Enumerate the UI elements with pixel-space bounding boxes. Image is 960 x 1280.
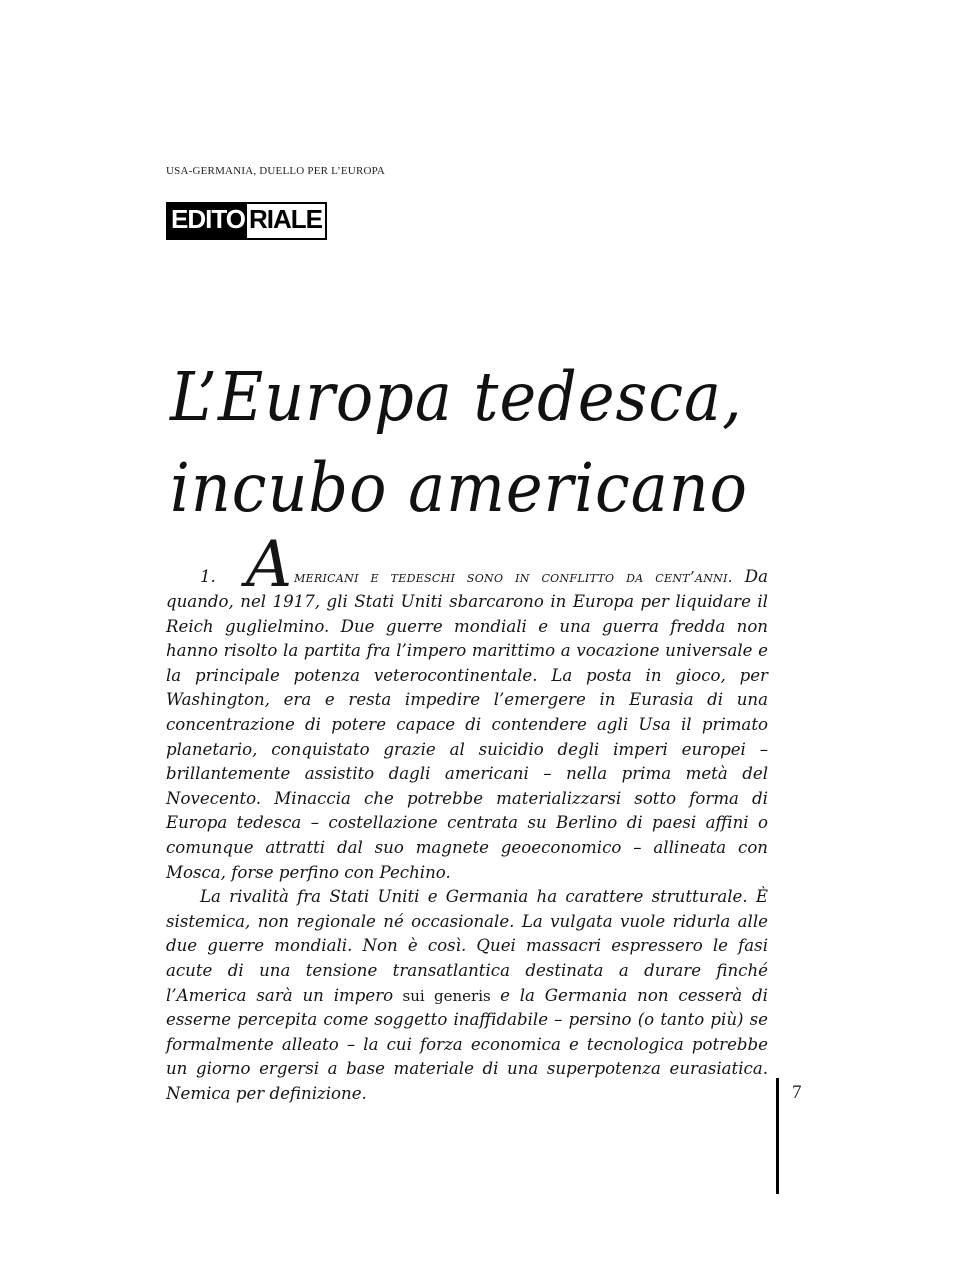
drop-cap: A bbox=[245, 528, 293, 602]
article-body bbox=[166, 528, 768, 1106]
running-header: USA-GERMANIA, DUELLO PER L’EUROPA bbox=[166, 165, 386, 177]
section-badge-light-part: RIALE bbox=[247, 204, 325, 238]
paragraph-1 bbox=[166, 528, 768, 885]
page-number-rule bbox=[776, 1078, 779, 1194]
page-number: 7 bbox=[792, 1082, 802, 1103]
section-badge bbox=[166, 202, 327, 240]
section-number: 1. bbox=[200, 567, 216, 586]
paragraph-2 bbox=[166, 885, 768, 1106]
paragraph-2-text-b: e la Germania non cesserà di esserne percepita come soggetto inaffidabile – persino (o tanto più) se formalmente alleato – la cui forza economica e tecnologica potrebbe un giorno ergersi a base materiale di una superpotenza eurasiatica. Nemica per definizione. bbox=[166, 985, 768, 1103]
article-title bbox=[170, 352, 748, 533]
paragraph-2-roman: sui generis bbox=[393, 986, 501, 1005]
paragraph-1-text: Da quando, nel 1917, gli Stati Uniti sbarcarono in Europa per liquidare il Reich guglielmino. Due guerre mondiali e una guerra fredda non hanno risolto la partita fra l’impero marittimo a vocazione universale e la principale potenza veterocontinentale. La posta in gioco, per Washington, era e resta impedire l’emergere in Eurasia di una concentrazione di potere capace di contendere agli Usa il primato planetario, conquistato grazie al suicidio degli imperi europei – brillantemente assistito dagli americani – nella prima metà del Novecento. Minaccia che potrebbe materializzarsi sotto forma di Europa tedesca – costellazione centrata su Berlino di paesi affini o comunque attratti dal suo magnete geoeconomico – allineata con Mosca, forse perfino con Pechino. bbox=[166, 567, 768, 882]
paragraph-2-text-a: La rivalità fra Stati Uniti e Germania ha carattere strutturale. È sistemica, non regionale né occasionale. La vulgata vuole ridurla alle due guerre mondiali. Non è così. Quei massacri espressero le fasi acute di una tensione transatlantica destinata a durare finché l’America sarà un impero bbox=[166, 887, 768, 1005]
article-title-line-2: incubo americano bbox=[170, 448, 748, 527]
article-title-line-1: L’Europa tedesca, bbox=[170, 357, 743, 437]
lead-in-caps: mericani e tedeschi sono in conflitto da cent’anni. bbox=[294, 568, 733, 586]
section-badge-dark-part: EDITO bbox=[168, 204, 247, 238]
